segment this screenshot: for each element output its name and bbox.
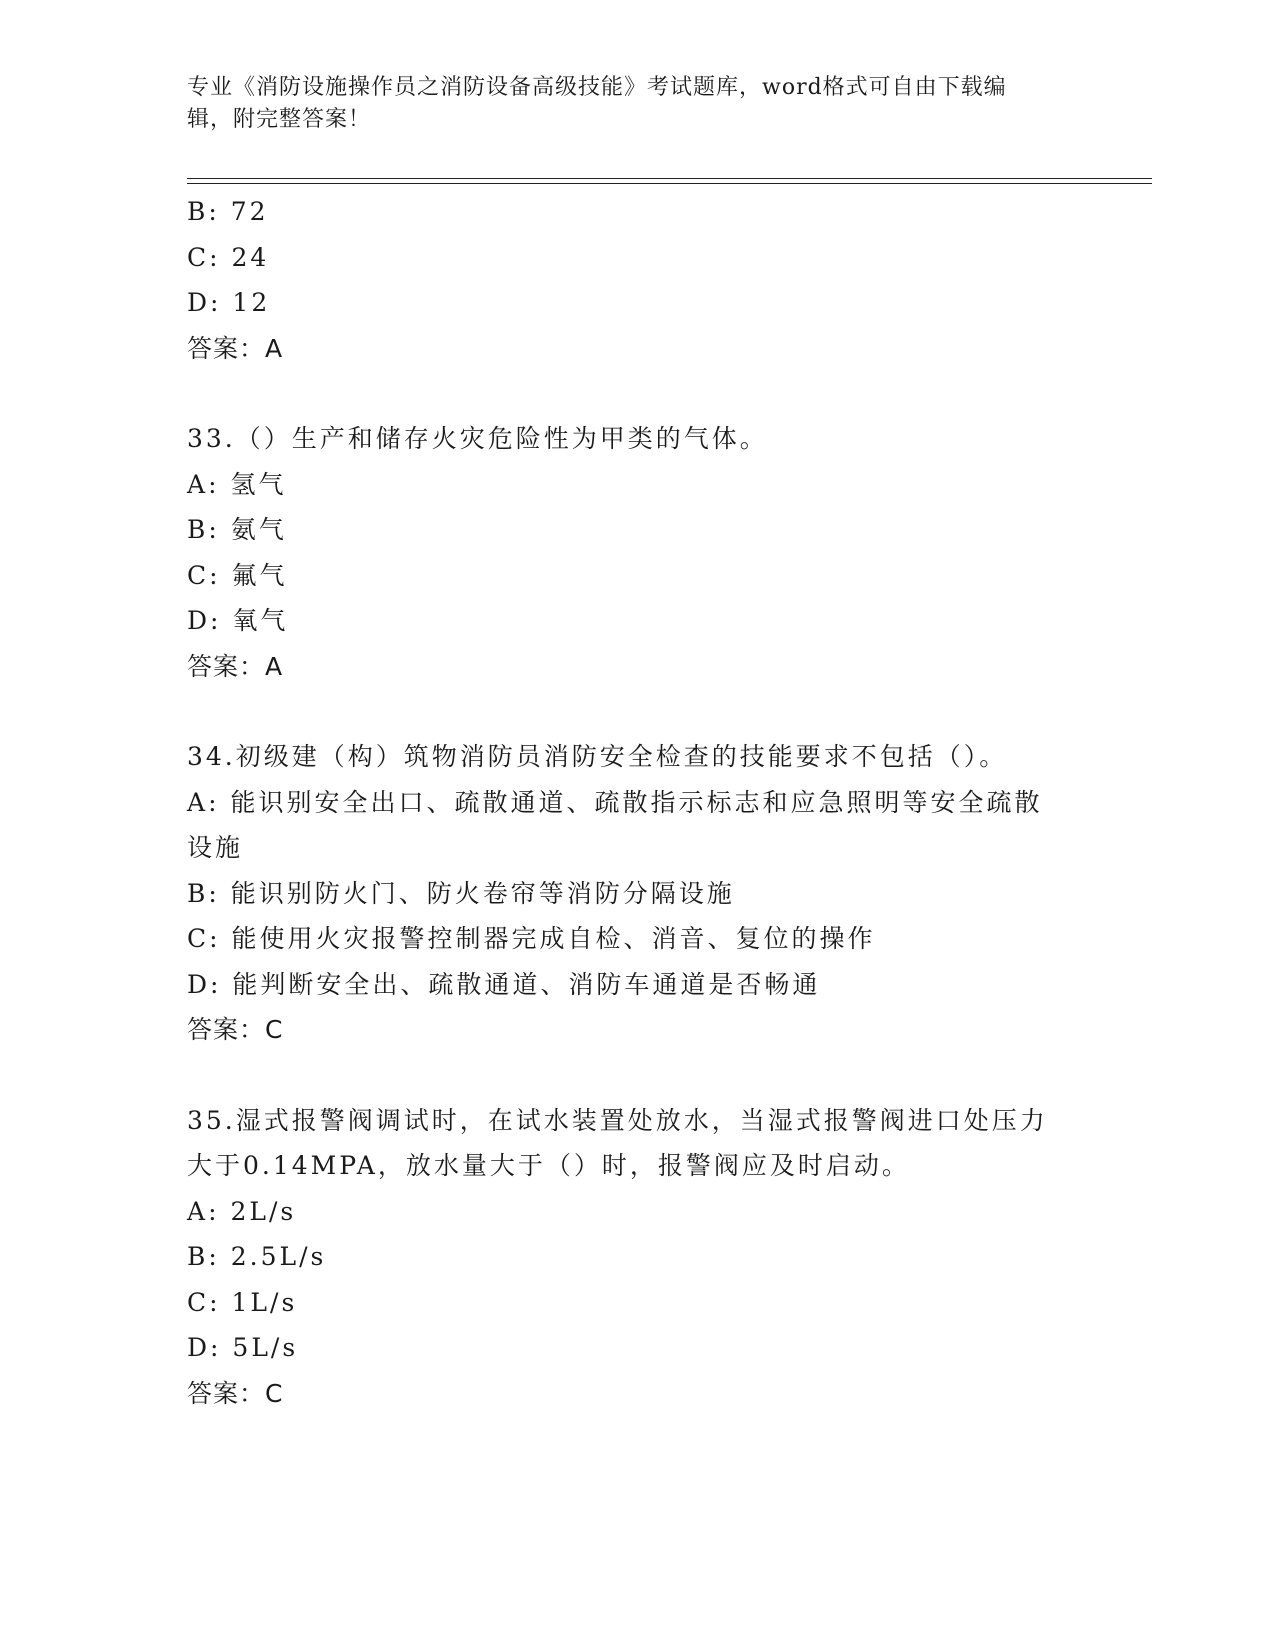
option-text: 5L/s <box>232 1333 299 1362</box>
option-text: 1L/s <box>231 1287 298 1317</box>
answer-line <box>187 1371 1087 1417</box>
option-text: 2.5L/s <box>230 1242 327 1271</box>
answer-line <box>187 1007 1087 1053</box>
document-header <box>187 72 1067 136</box>
option-label: A <box>187 469 209 499</box>
option-text: 2L/s <box>230 1196 297 1226</box>
question-list <box>187 189 1087 1416</box>
option-text: 能识别安全出口、疏散通道、疏散指示标志和应急照明等安全疏散 <box>230 787 1043 817</box>
option-label: C <box>187 242 210 272</box>
option-label: C <box>187 1287 210 1317</box>
option-label: B <box>187 197 209 226</box>
option-label: A <box>187 1196 209 1226</box>
option-text: 氢气 <box>230 469 287 499</box>
option-a: A: 2L/s <box>187 1196 297 1226</box>
question-number: 33. <box>187 424 236 453</box>
option-a: A: 能识别安全出口、疏散通道、疏散指示标志和应急照明等安全疏散 <box>187 787 1043 817</box>
option-d: D: 5L/s <box>187 1333 299 1362</box>
question-stem-continued: 大于0.14MPA，放水量大于（）时，报警阀应及时启动。 <box>187 1151 910 1180</box>
question-number: 34. <box>187 742 236 771</box>
stem-line: 初级建（构）筑物消防员消防安全检查的技能要求不包括（）。 <box>235 742 1008 771</box>
option-label: D <box>187 606 211 635</box>
question-stem <box>187 416 1087 462</box>
answer-line <box>187 326 1087 372</box>
question-stem <box>187 734 1087 780</box>
option-d: D: 氧气 <box>187 606 289 635</box>
option-label: B <box>187 515 209 544</box>
option-text: 氧气 <box>232 606 289 635</box>
answer-prefix: 答案： <box>187 651 266 681</box>
header-line-1: 专业《消防设施操作员之消防设备高级技能》考试题库，word格式可自由下载编 <box>187 75 1007 100</box>
header-line-2: 辑，附完整答案！ <box>187 107 372 132</box>
option-c: C: 能使用火灾报警控制器完成自检、消音、复位的操作 <box>187 924 876 953</box>
stem-line: （）生产和储存火灾危险性为甲类的气体。 <box>235 424 768 453</box>
answer-value: A <box>265 651 284 681</box>
option-text: 氟气 <box>231 560 288 590</box>
answer-prefix: 答案： <box>187 1378 266 1408</box>
answer-prefix: 答案： <box>187 1015 266 1044</box>
answer-value: C <box>265 1378 284 1408</box>
answer-prefix: 答案： <box>187 333 266 363</box>
question-33 <box>187 416 1087 689</box>
option-text: 能使用火灾报警控制器完成自检、消音、复位的操作 <box>231 924 876 953</box>
option-text: 24 <box>231 242 270 272</box>
option-label: C <box>187 924 210 953</box>
option-label: D <box>187 969 211 999</box>
option-c: C: 24 <box>187 242 270 272</box>
option-label: D <box>187 1333 211 1362</box>
answer-value: A <box>265 333 284 363</box>
question-32-tail <box>187 189 1087 371</box>
option-d: D: 能判断安全出、疏散通道、消防车通道是否畅通 <box>187 969 821 999</box>
header-divider-top <box>187 178 1152 179</box>
stem-line: 湿式报警阀调试时，在试水装置处放水，当湿式报警阀进口处压力 <box>235 1105 1048 1135</box>
answer-line <box>187 644 1087 690</box>
option-label: C <box>187 560 210 590</box>
answer-value: C <box>265 1015 284 1044</box>
option-a-continued: 设施 <box>187 833 244 862</box>
option-b: B: 能识别防火门、防火卷帘等消防分隔设施 <box>187 878 735 908</box>
option-label: A <box>187 787 209 817</box>
option-b: B: 氨气 <box>187 515 287 544</box>
option-label: B <box>187 1242 209 1271</box>
option-text: 12 <box>232 288 271 317</box>
option-b: B: 2.5L/s <box>187 1242 327 1271</box>
option-text: 氨气 <box>230 515 287 544</box>
question-stem <box>187 1098 1087 1144</box>
option-c: C: 氟气 <box>187 560 288 590</box>
option-text: 能判断安全出、疏散通道、消防车通道是否畅通 <box>232 969 821 999</box>
question-34 <box>187 734 1087 1053</box>
header-divider-bottom <box>187 183 1152 184</box>
question-35 <box>187 1098 1087 1417</box>
question-number: 35. <box>187 1105 236 1135</box>
option-label: D <box>187 288 211 317</box>
option-b: B: 72 <box>187 197 269 226</box>
option-d: D: 12 <box>187 288 271 317</box>
option-label: B <box>187 878 209 908</box>
option-text: 能识别防火门、防火卷帘等消防分隔设施 <box>230 878 735 908</box>
option-text: 72 <box>230 197 269 226</box>
option-c: C: 1L/s <box>187 1287 298 1317</box>
option-a: A: 氢气 <box>187 469 287 499</box>
